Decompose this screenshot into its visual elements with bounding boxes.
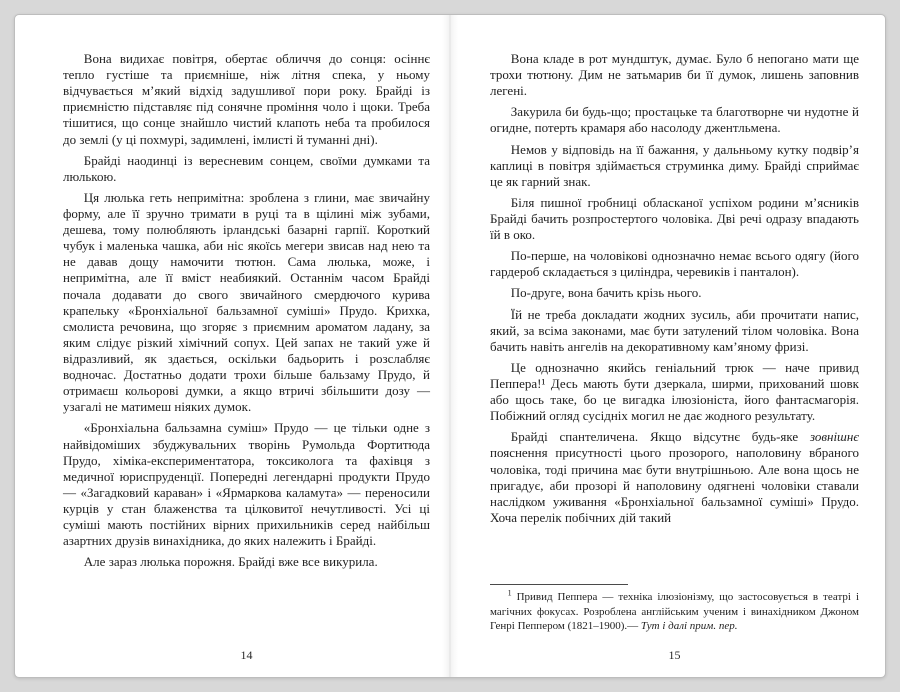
paragraph-text: пояснення присутності цього прозорого, наполовину вбраного чоловіка, тоді причина має бути внутрішньою. Але вона щось не пригадує, аби прозорі й наполовину одягнені чоловіки ставали наслідком уживання «Бронхіальної бальзамної суміші» Прудо. Хоча перелік побічних дій такий — [490, 445, 859, 525]
paragraph: Це однозначно якийсь геніальний трюк — наче привид Пеппера!¹ Десь мають бути дзеркала, ширми, прихований шовк або щось таке, бо це вигадка ілюзіоніста, його фантасмагорія. Побіжний огляд сусідніх могил не дає жодного результату. — [490, 359, 859, 424]
page-number: 14 — [240, 648, 253, 662]
left-page-text — [63, 51, 430, 570]
footnote-italic-text: Тут і далі прим. пер. — [640, 620, 738, 633]
paragraph: Немов у відповідь на її бажання, у дальньому кутку подвір’я каплиці в повітря здіймається струминка диму. Брайді сприймає це як гарний знак. — [490, 141, 859, 189]
footnote-marker: 1 — [507, 588, 512, 598]
paragraph: Але зараз люлька порожня. Брайді вже все викурила. — [83, 554, 378, 570]
footnote — [490, 590, 859, 634]
paragraph: Закурила би будь-що; простацьке та благотворне чи нудотне й огидне, потерть крамаря або насолоду джентльмена. — [490, 104, 859, 136]
paragraph: Брайді наодинці із вересневим сонцем, своїми думками та люлькою. — [63, 152, 430, 184]
paragraph: По-друге, вона бачить крізь нього. — [510, 285, 702, 301]
right-page — [450, 15, 885, 677]
paragraph: Біля пишної гробниці обласканої успіхом родини м’ясників Брайді бачить розпростертого чоловіка. Дві речі одразу впадають їй в око. — [490, 194, 859, 243]
paragraph: «Бронхіальна бальзамна суміш» Прудо — це тільки одне з найвідоміших збуджувальних творінь Румольда Фортитюда Прудо, хіміка-експериментатора, токсиколога та фахівця з медичної юриспруденції. Попередні легендарні продукти Прудо — «Загадковий караван» і «Ярмаркова каламута» — переносили курців у стан блаженства та цілковитої нечутливості. Усі ці суміші мають постійних вірних прихильників серед найбільш азартних друзів винахідника, до яких належить і Брайді. — [63, 420, 430, 549]
footnote-block — [490, 576, 859, 634]
right-page-text — [490, 51, 859, 526]
paragraph — [490, 429, 859, 526]
paragraph: Їй не треба докладати жодних зусиль, аби прочитати напис, який, за всіма законами, має бути затулений тілом чоловіка. Вона бачить навіть ангелів на декоративному кам’яному фризі. — [490, 306, 859, 354]
footnote-text: Привид Пеппера — техніка ілюзіонізму, що застосовується в театрі і магічних фокусах. Розроблена англійським ученим і винахідником Джоном Генрі Пеппером (1821–1900).— — [490, 591, 859, 633]
paragraph: Вона кладе в рот мундштук, думає. Було б непогано мати ще трохи тютюну. Дим не затьмарив би її думок, лишень заповнив легені. — [490, 51, 859, 99]
paragraph-text: Брайді спантеличена. Якщо відсутнє будь-яке — [510, 429, 810, 445]
paragraph: По-перше, на чоловікові однозначно немає всього одягу (його гардероб складається з циліндра, черевиків і панталон). — [490, 248, 859, 280]
paragraph-italic-text: зовнішнє — [809, 429, 859, 445]
paragraph: Ця люлька геть непримітна: зроблена з глини, має звичайну форму, але її зручно тримати в руці та в щілині між зубами, дешева, тому полюбляють ірландські базарні гарпії. Короткий чубук і маленька чашка, аби ніс якоїсь мегери звисав над нею та не давав дощу намочити тютюн. Сама люлька, може, і непримітна, але її вміст неабиякий. Останнім часом Брайді почала додавати до свого звичайного смердючого курива крапельку «Бронхіальної бальзамної суміші» Прудо. Крихка, смолиста речовина, що згоряє з приємним ароматом ладану, за яким слідує різкий хімічний сопух. Цей запах не такий уже й відразливий, як здається, оскільки бадьорить і розслабляє водночас. Достатньо додати трохи більше бальзаму Прудо, й отримаєш кольорові думки, а якщо втричі збільшити дозу — узагалі не матимеш ніяких думок. — [63, 189, 430, 415]
page-number: 15 — [668, 648, 681, 662]
book-spread — [14, 14, 886, 678]
left-page — [15, 15, 450, 677]
paragraph: Вона видихає повітря, обертає обличчя до сонця: осіннє тепло густіше та приємніше, ніж літня спека, у ньому відчувається м’який відхід задушливої пори року. Брайді із приємністю підставляє під сонячне проміння чоло і щоки. Треба тішитися, що сонце знайшло чистий клапоть неба та пробилося до землі (у ці похмурі, задимлені, імлисті й туманні дні). — [63, 51, 430, 147]
footnote-divider — [490, 584, 628, 585]
